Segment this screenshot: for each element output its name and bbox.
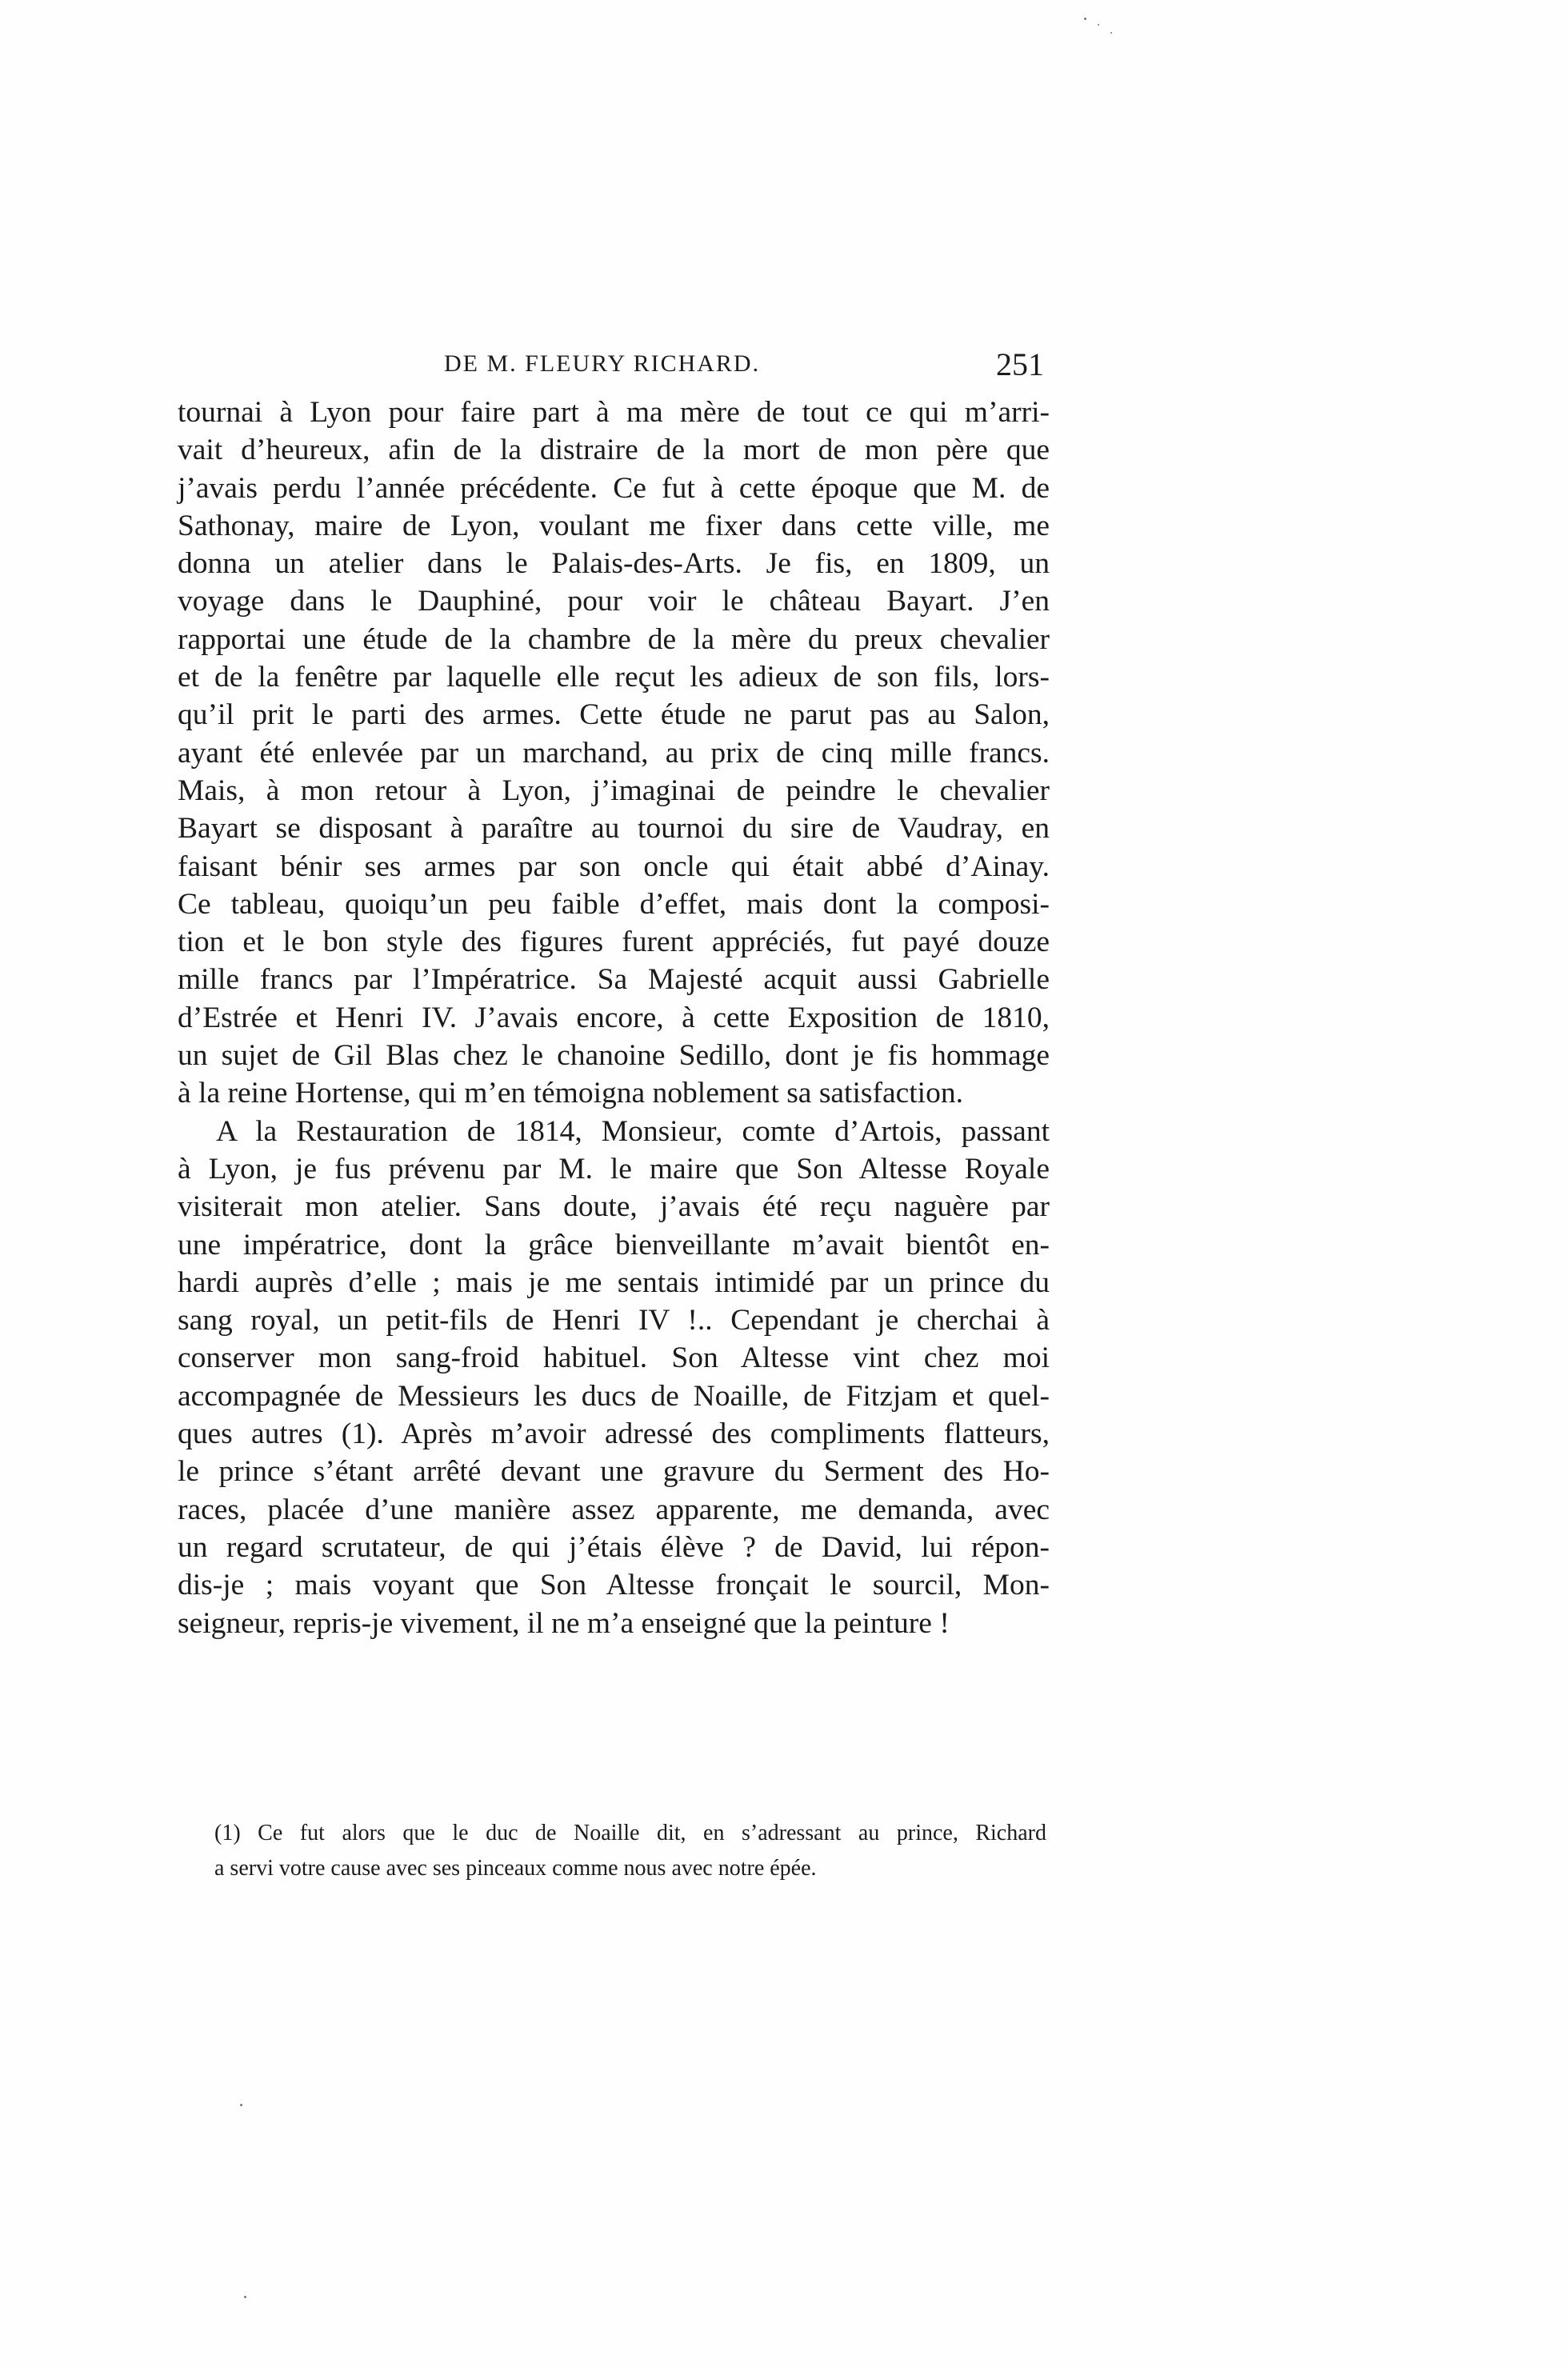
running-title: DE M. FLEURY RICHARD. [444, 350, 761, 377]
text-line: une impératrice, dont la grâce bienveillante m’avait bientôt en- [178, 1228, 1050, 1261]
text-line: d’Estrée et Henri IV. J’avais encore, à cette Exposition de 1810, [178, 1001, 1050, 1034]
footnote-line: a servi votre cause avec ses pinceaux comme nous avec notre épée. [214, 1856, 817, 1881]
text-line: ques autres (1). Après m’avoir adressé des compliments flatteurs, [178, 1417, 1050, 1451]
text-line: dis-je ; mais voyant que Son Altesse fronçait le sourcil, Mon- [178, 1569, 1050, 1602]
text-line: j’avais perdu l’année précédente. Ce fut à cette époque que M. de [178, 471, 1050, 505]
text-line: races, placée d’une manière assez apparente, me demanda, avec [178, 1493, 1050, 1526]
text-line: à Lyon, je fus prévenu par M. le maire que Son Altesse Royale [178, 1152, 1050, 1185]
text-line: voyage dans le Dauphiné, pour voir le château Bayart. J’en [178, 585, 1050, 618]
text-line: rapportai une étude de la chambre de la mère du preux chevalier [178, 622, 1050, 656]
text-line: faisant bénir ses armes par son oncle qui était abbé d’Ainay. [178, 850, 1050, 883]
page-number: 251 [996, 346, 1044, 382]
text-line: un regard scrutateur, de qui j’étais élève ? de David, lui répon- [178, 1530, 1050, 1564]
text-line: à la reine Hortense, qui m’en témoigna noblement sa satisfaction. [178, 1077, 963, 1110]
body-text [178, 394, 1050, 1642]
paper-speck [240, 2104, 242, 2106]
text-line: le prince s’étant arrêté devant une gravure du Serment des Ho- [178, 1455, 1050, 1489]
text-line: et de la fenêtre par laquelle elle reçut les adieux de son fils, lors- [178, 661, 1050, 694]
text-line: qu’il prit le parti des armes. Cette étude ne parut pas au Salon, [178, 698, 1050, 732]
footnote [214, 1816, 1046, 1886]
page-header [180, 346, 1044, 390]
text-line: Bayart se disposant à paraître au tournoi du sire de Vaudray, en [178, 812, 1050, 846]
paper-speck [244, 2296, 246, 2298]
text-line: ayant été enlevée par un marchand, au prix de cinq mille francs. [178, 736, 1050, 770]
text-line: Ce tableau, quoiqu’un peu faible d’effet, mais dont la composi- [178, 887, 1050, 921]
paper-speck [1084, 18, 1086, 20]
text-line: hardi auprès d’elle ; mais je me sentais intimidé par un prince du [178, 1265, 1050, 1299]
text-line: A la Restauration de 1814, Monsieur, comte d’Artois, passant [216, 1114, 1050, 1148]
text-line: vait d’heureux, afin de la distraire de la mort de mon père que [178, 434, 1050, 467]
text-line: tion et le bon style des figures furent appréciés, fut payé douze [178, 926, 1050, 959]
text-line: accompagnée de Messieurs les ducs de Noaille, de Fitzjam et quel- [178, 1379, 1050, 1413]
text-line: Mais, à mon retour à Lyon, j’imaginai de peindre le chevalier [178, 774, 1050, 807]
paragraph-2 [178, 1113, 1050, 1642]
text-line: tournai à Lyon pour faire part à ma mère de tout ce qui m’arri- [178, 396, 1050, 429]
footnote-line: (1) Ce fut alors que le duc de Noaille dit, en s’adressant au prince, Richard [214, 1821, 1046, 1845]
text-line: seigneur, repris-je vivement, il ne m’a enseigné que la peinture ! [178, 1606, 950, 1640]
text-line: visiterait mon atelier. Sans doute, j’avais été reçu naguère par [178, 1190, 1050, 1224]
text-line: donna un atelier dans le Palais-des-Arts. Je fis, en 1809, un [178, 547, 1050, 581]
text-line: conserver mon sang-froid habituel. Son Altesse vint chez moi [178, 1341, 1050, 1375]
text-line: Sathonay, maire de Lyon, voulant me fixer dans cette ville, me [178, 509, 1050, 542]
text-line: mille francs par l’Impératrice. Sa Majesté acquit aussi Gabrielle [178, 963, 1050, 997]
text-line: sang royal, un petit-fils de Henri IV !.. Cependant je cherchai à [178, 1304, 1050, 1337]
paper-speck [1098, 24, 1099, 26]
paragraph-1 [178, 394, 1050, 1113]
paper-speck [1110, 32, 1112, 34]
text-line: un sujet de Gil Blas chez le chanoine Sedillo, dont je fis hommage [178, 1039, 1050, 1073]
